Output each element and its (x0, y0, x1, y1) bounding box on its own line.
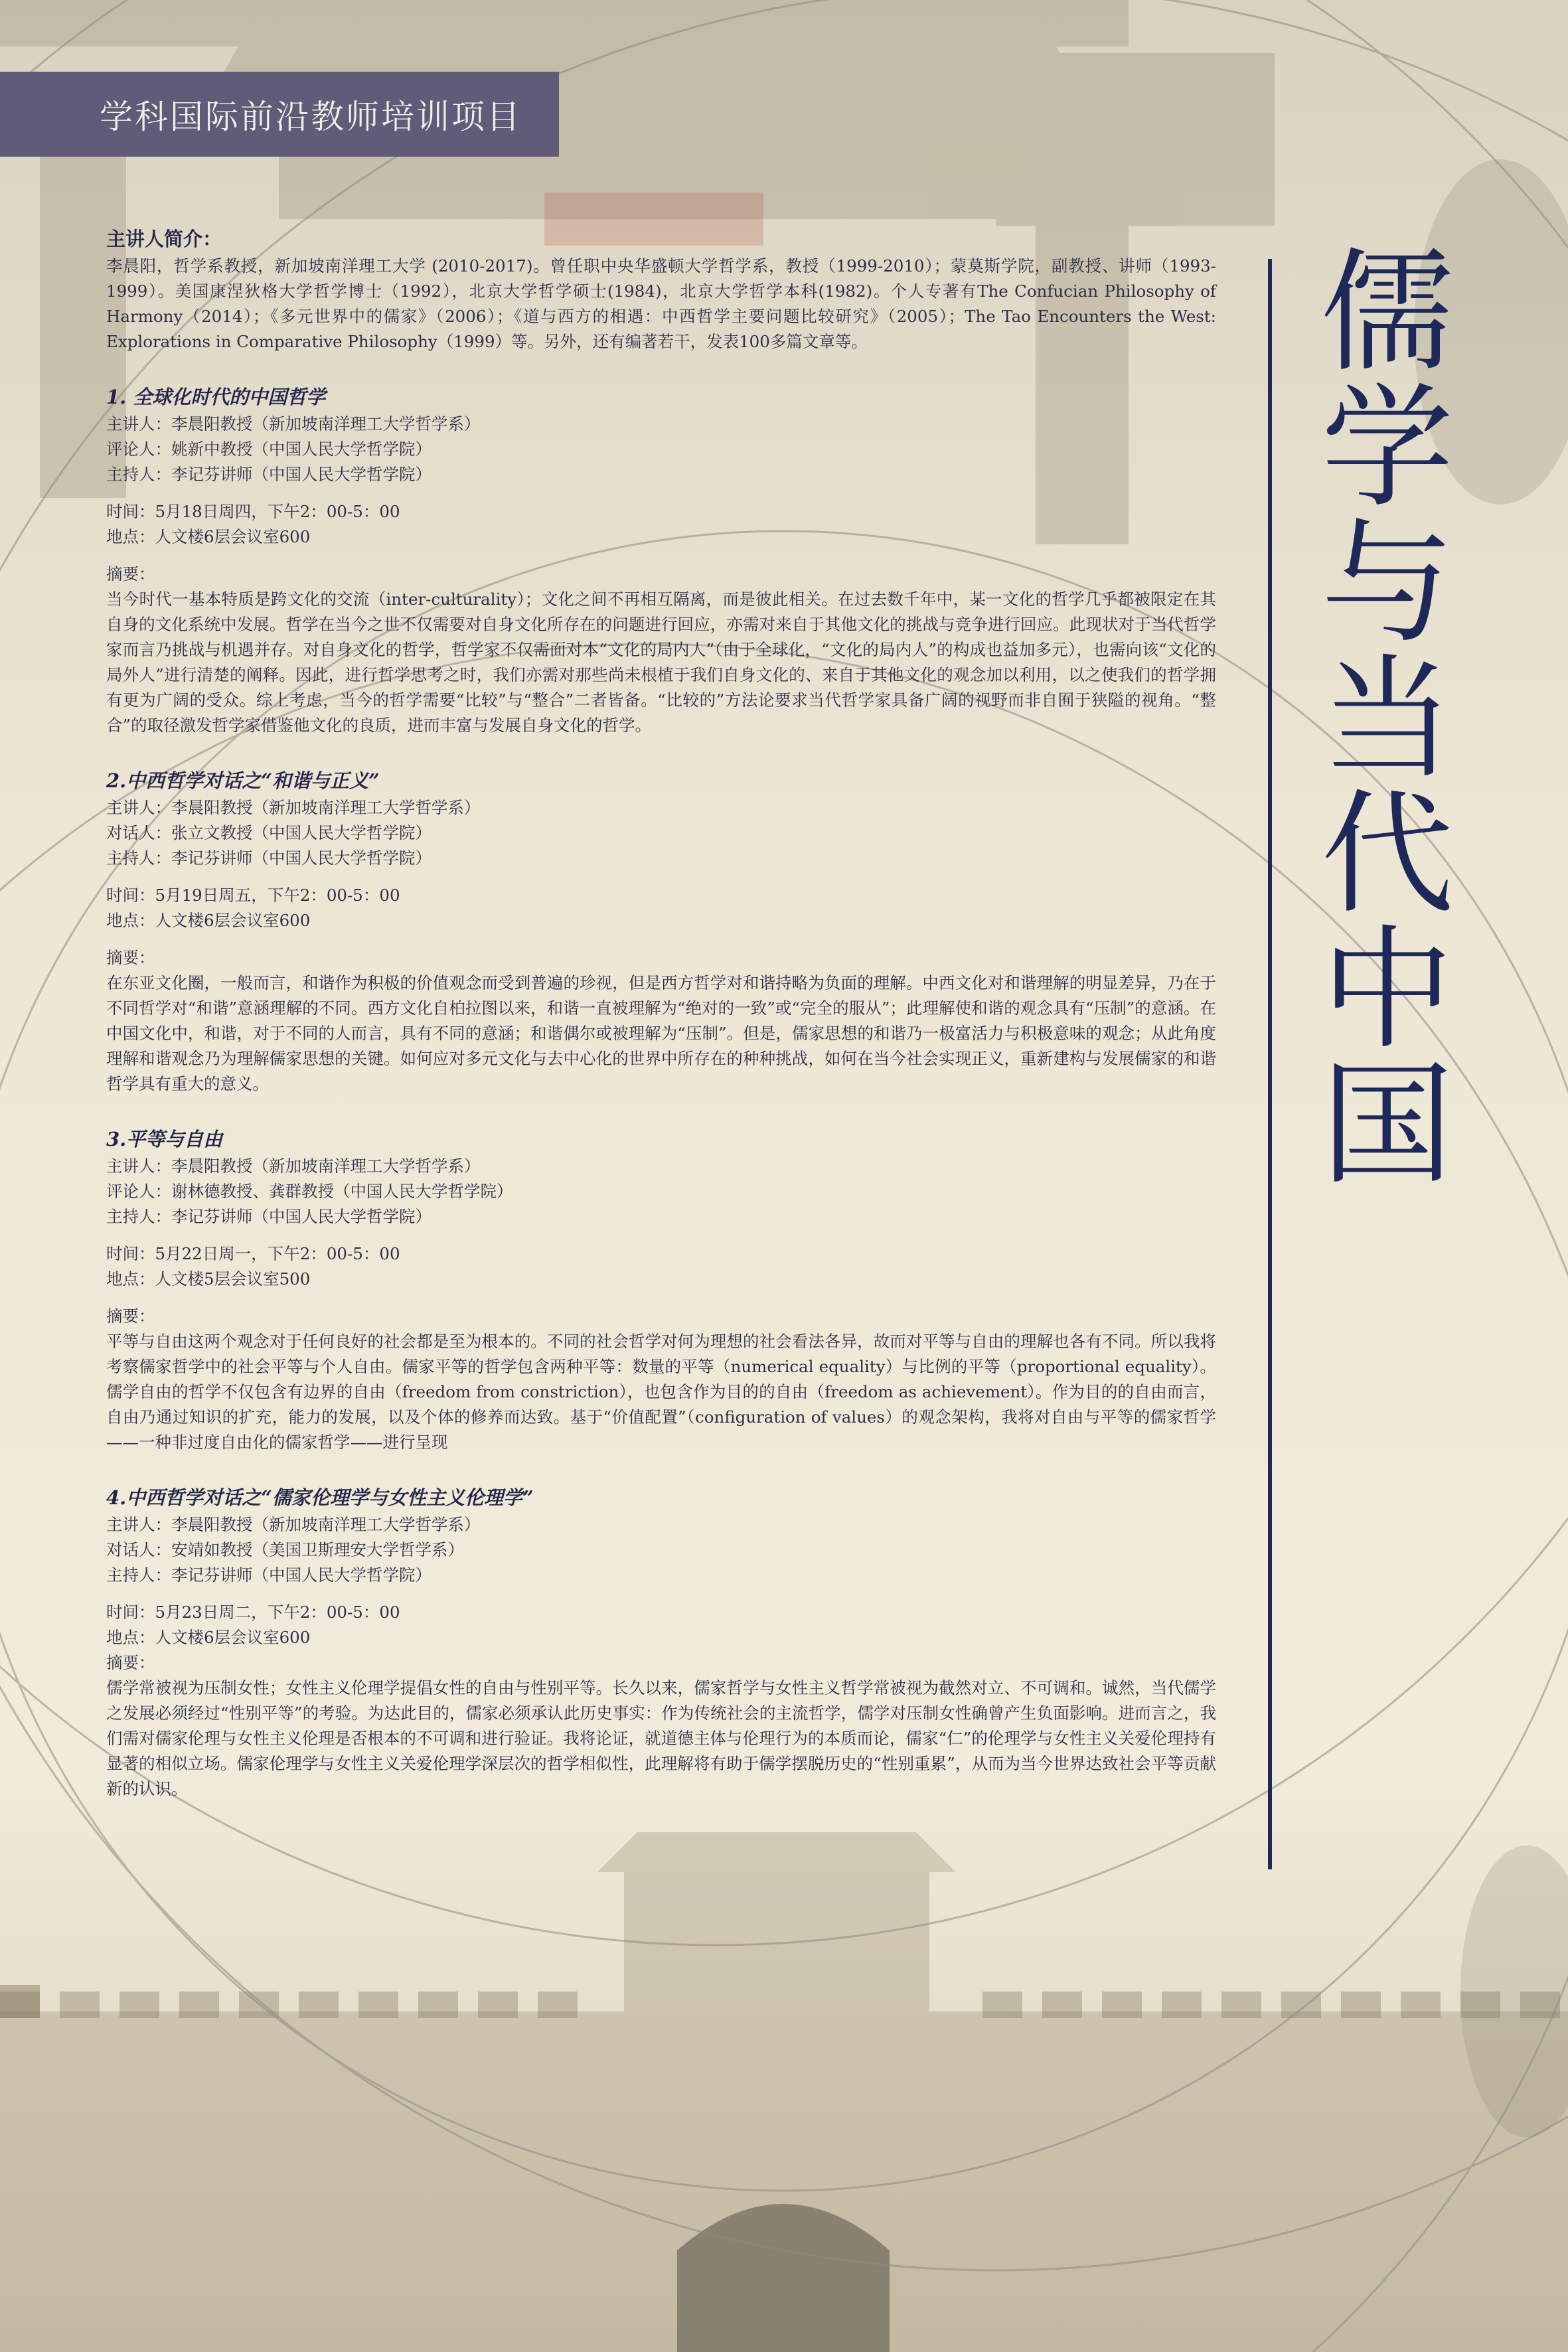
section-person: 对话人：安靖如教授（美国卫斯理安大学哲学系） (106, 1540, 464, 1559)
section-person: 对话人：张立文教授（中国人民大学哲学院） (106, 823, 431, 842)
title-char: 国 (1320, 1048, 1454, 1203)
section-place: 地点：人文楼6层会议室600 (106, 1628, 311, 1647)
section-person: 主讲人：李晨阳教授（新加坡南洋理工大学哲学系） (106, 798, 481, 817)
title-char: 当 (1320, 642, 1454, 797)
section-time: 时间：5月22日周一，下午2：00-5：00 (106, 1244, 400, 1263)
section-person: 主讲人：李晨阳教授（新加坡南洋理工大学哲学系） (106, 1156, 481, 1176)
abstract-label: 摘要： (106, 1306, 155, 1326)
program-banner: 学科国际前沿教师培训项目 (0, 72, 559, 157)
title-char: 学 (1320, 371, 1454, 526)
poster-title (1301, 236, 1474, 1203)
section-person: 主讲人：李晨阳教授（新加坡南洋理工大学哲学系） (106, 414, 481, 433)
section-time: 时间：5月23日周二，下午2：00-5：00 (106, 1603, 400, 1622)
title-char: 代 (1320, 777, 1454, 932)
section-title: 3.平等与自由 (106, 1128, 223, 1150)
speaker-intro-heading: 主讲人简介： (106, 228, 222, 250)
section-place: 地点：人文楼5层会议室500 (106, 1269, 311, 1289)
section-person: 主讲人：李晨阳教授（新加坡南洋理工大学哲学系） (106, 1515, 481, 1534)
section-title: 4.中西哲学对话之“儒家伦理学与女性主义伦理学” (106, 1486, 534, 1509)
section-time: 时间：5月19日周五，下午2：00-5：00 (106, 886, 400, 905)
section-person: 评论人：姚新中教授（中国人民大学哲学院） (106, 439, 431, 459)
section-place: 地点：人文楼6层会议室600 (106, 911, 311, 930)
title-divider-line (1268, 259, 1272, 1869)
section-person: 主持人：李记芬讲师（中国人民大学哲学院） (106, 465, 431, 484)
section-abstract: 在东亚文化圈，一般而言，和谐作为积极的价值观念而受到普遍的珍视，但是西方哲学对和谐持略为负面的理解。中西文化对和谐理解的明显差异，乃在于不同哲学对“和谐”意涵理解的不同。西方文化自柏拉图以来，和谐一直被理解为“绝对的一致”或“完全的服从”；此理解使和谐的观念具有“压制”的意涵。在中国文化中，和谐，对于不同的人而言，具有不同的意涵；和谐偶尔或被理解为“压制”。但是，儒家思想的和谐乃一极富活力与积极意味的观念；从此角度理解和谐观念乃为理解儒家思想的关键。如何应对多元文化与去中心化的世界中所存在的种种挑战，如何在当今社会实现正义，重新建构与发展儒家的和谐哲学具有重大的意义。 (106, 973, 1216, 1093)
section-person: 主持人：李记芬讲师（中国人民大学哲学院） (106, 848, 431, 868)
speaker-intro-text: 李晨阳，哲学系教授，新加坡南洋理工大学 (2010-2017)。曾任职中央华盛顿大学哲学系，教授（1999-2010）；蒙莫斯学院，副教授、讲师（1993-1999）。美国康涅狄格大学哲学博士（1992），北京大学哲学硕士(1984)，北京大学哲学本科(1982)。个人专著有The Confucian Philosophy of Harmony（2014）；《多元世界中的儒家》（2006）；《道与西方的相遇：中西哲学主要问题比较研究》（2005）；The Tao Encounters the West: Explorations in Comparative Philosophy（1999）等。另外，还有编著若干，发表100多篇文章等。 (106, 256, 1216, 351)
section-abstract: 平等与自由这两个观念对于任何良好的社会都是至为根本的。不同的社会哲学对何为理想的社会看法各异，故而对平等与自由的理解也各有不同。所以我将考察儒家哲学中的社会平等与个人自由。儒家平等的哲学包含两种平等：数量的平等（numerical equality）与比例的平等（proportional equality）。儒学自由的哲学不仅包含有边界的自由（freedom from constriction），也包含作为目的的自由（freedom as achievement）。作为目的的自由而言，自由乃通过知识的扩充，能力的发展，以及个体的修养而达致。基于“价值配置”（configuration of values）的观念架构，我将对自由与平等的儒家哲学——一种非过度自由化的儒家哲学——进行呈现 (106, 1332, 1216, 1452)
section-person: 主持人：李记芬讲师（中国人民大学哲学院） (106, 1207, 431, 1226)
abstract-label: 摘要： (106, 948, 155, 967)
title-char: 与 (1320, 507, 1454, 661)
lecture-section-3 (106, 1125, 1216, 1455)
section-abstract: 儒学常被视为压制女性；女性主义伦理学提倡女性的自由与性别平等。长久以来，儒家哲学与女性主义哲学常被视为截然对立、不可调和。诚然，当代儒学之发展必须经过“性别平等”的考验。为达此目的，儒家必须承认此历史事实：作为传统社会的主流哲学，儒学对压制女性确曾产生负面影响。进而言之，我们需对儒家伦理与女性主义伦理是否根本的不可调和进行验证。我将论证，就道德主体与伦理行为的本质而论，儒家“仁”的伦理学与女性主义关爱伦理持有显著的相似立场。儒家伦理学与女性主义关爱伦理学深层次的哲学相似性，此理解将有助于儒学摆脱历史的“性别重累”，从而为当今世界达致社会平等贡献新的认识。 (106, 1678, 1216, 1798)
lecture-section-2 (106, 766, 1216, 1097)
section-abstract: 当今时代一基本特质是跨文化的交流（inter-culturality）；文化之间不再相互隔离，而是彼此相关。在过去数千年中，某一文化的哲学几乎都被限定在其自身的文化系统中发展。哲学在当今之世不仅需要对自身文化所存在的问题进行回应，亦需对来自于其他文化的挑战与竞争进行回应。此现状对于当代哲学家而言乃挑战与机遇并存。对自身文化的哲学，哲学家不仅需面对本“文化的局内人”（由于全球化，“文化的局内人”的构成也益加多元），也需向该“文化的局外人”进行清楚的阐释。因此，进行哲学思考之时，我们亦需对那些尚未根植于我们自身文化的、来自于其他文化的观念加以利用，以之使我们的哲学拥有更为广阔的受众。综上考虑，当今的哲学需要“比较”与“整合”二者皆备。“比较的”方法论要求当代哲学家具备广阔的视野而非自囿于狭隘的视角。“整合”的取径激发哲学家借鉴他文化的良质，进而丰富与发展自身文化的哲学。 (106, 589, 1216, 735)
title-char: 儒 (1320, 236, 1454, 390)
poster-content (106, 224, 1216, 1802)
section-person: 评论人：谢林德教授、龚群教授（中国人民大学哲学院） (106, 1182, 513, 1201)
lecture-section-4 (106, 1483, 1216, 1802)
section-person: 主持人：李记芬讲师（中国人民大学哲学院） (106, 1565, 431, 1585)
section-title: 1. 全球化时代的中国哲学 (106, 386, 326, 408)
abstract-label: 摘要： (106, 564, 155, 584)
section-place: 地点：人文楼6层会议室600 (106, 527, 311, 546)
lecture-section-1 (106, 382, 1216, 738)
section-title: 2.中西哲学对话之“和谐与正义” (106, 769, 380, 792)
title-char: 中 (1320, 913, 1454, 1067)
abstract-label: 摘要： (106, 1653, 155, 1672)
section-time: 时间：5月18日周四，下午2：00-5：00 (106, 502, 400, 521)
